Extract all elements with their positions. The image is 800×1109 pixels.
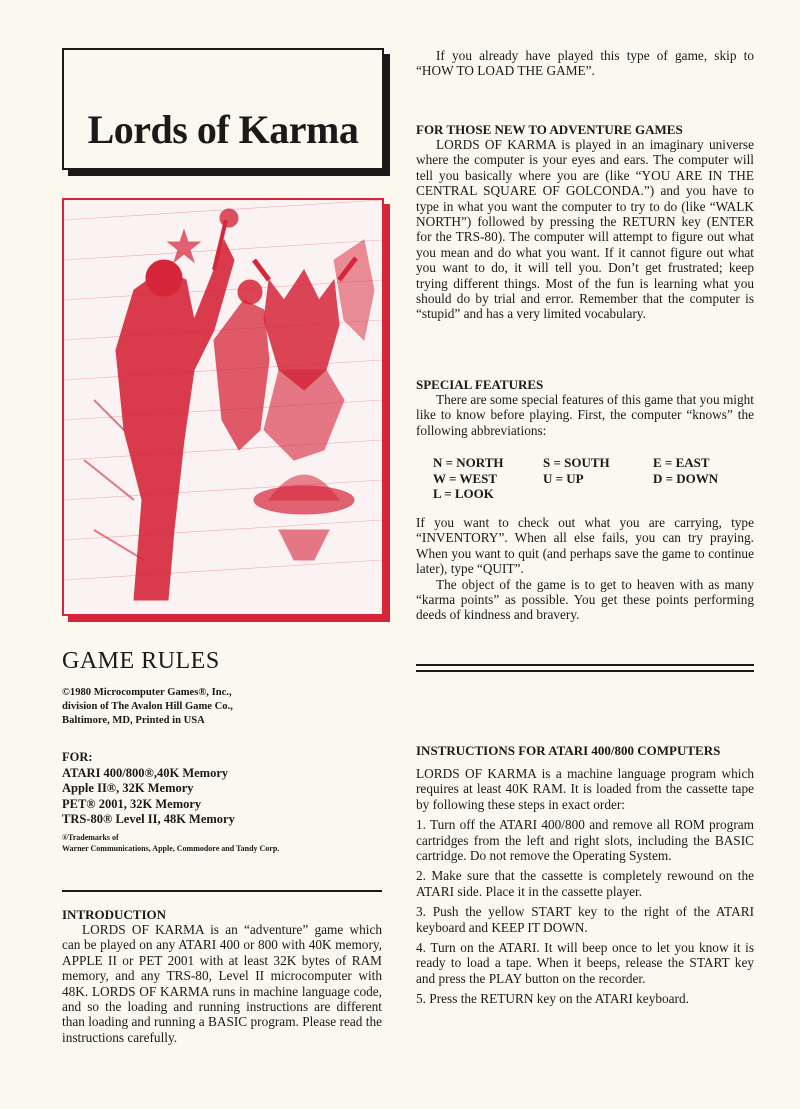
special-features-body: There are some special features of this game that you might like to know before playing. First, the computer “knows” the following abbreviations: bbox=[416, 392, 754, 438]
special-features-heading: SPECIAL FEATURES bbox=[416, 377, 544, 392]
abbreviation-row bbox=[433, 471, 718, 487]
trademark-note: ®Trademarks of bbox=[62, 832, 119, 842]
atari-intro: LORDS OF KARMA is a machine language program which requires at least 40K RAM. It is loaded from the cassette tape by following these steps in exact order: bbox=[416, 766, 754, 812]
object-body: The object of the game is to get to heaven with as many “karma points” as possible. You get these points performing deeds of kindness and bravery. bbox=[416, 576, 754, 623]
skip-note: If you already have played this type of game, skip to “HOW TO LOAD THE GAME”. bbox=[416, 48, 754, 79]
abbreviation-row bbox=[433, 455, 718, 471]
atari-step: 1. Turn off the ATARI 400/800 and remove all ROM program cartridges from the left and right slots, including the BASIC cartridge. Do not remove the Operating System. bbox=[416, 817, 754, 864]
introduction-section bbox=[62, 907, 382, 1045]
title-box bbox=[62, 48, 384, 170]
introduction-body: LORDS OF KARMA is an “adventure” game which can be played on any ATARI 400 or 800 with 40K memory, APPLE II or PET 2001 with at least 32K bytes of RAM memory, and any TRS-80, Level II microcomputer with 48K. LORDS OF KARMA runs in machine language code, and so the loading and running instructions are different than loading and running a BASIC program. Please read the instructions carefully. bbox=[62, 922, 382, 1045]
commands-section bbox=[416, 515, 754, 623]
atari-step: 2. Make sure that the cassette is completely rewound on the ATARI side. Place it in the cassette player. bbox=[416, 868, 754, 899]
requirement-item: TRS-80® Level II, 48K Memory bbox=[62, 812, 235, 827]
figures-before-demon-illustration bbox=[64, 200, 382, 614]
copyright-line: Baltimore, MD, Printed in USA bbox=[62, 715, 205, 726]
atari-step: 5. Press the RETURN key on the ATARI keyboard. bbox=[416, 991, 689, 1007]
atari-step: 4. Turn on the ATARI. It will beep once to let you know it is ready to load a tape. When it beeps, release the START key and press the PLAY button on the recorder. bbox=[416, 940, 754, 986]
copyright-block bbox=[62, 686, 233, 728]
copyright-line: ©1980 Microcomputer Games®, Inc., bbox=[62, 687, 232, 698]
abbreviation-cell: S = SOUTH bbox=[543, 455, 610, 470]
divider bbox=[416, 670, 754, 672]
divider bbox=[416, 664, 754, 666]
new-to-adventure-body: LORDS OF KARMA is played in an imaginary universe where the computer is your eyes and ears. The computer will tell you basically where you are (like “YOU ARE IN THE CENTRAL SQUARE OF GOLCONDA.”) and you have to type in what you want the computer to try to do (like “WALK NORTH”) followed by pressing the RETURN key (ENTER for the TRS-80). The computer will attempt to figure out what you mean and do what you want. If it cannot figure out what you want to do, it will tell you. Don’t get frustrated; keep trying different things. Most of the fun is learning what you should do by trial and error. Remember that the computer is “stupid” and has a very limited vocabulary. bbox=[416, 137, 754, 322]
skip-note-section bbox=[416, 48, 754, 79]
trademark-note: Warner Communications, Apple, Commodore and Tandy Corp. bbox=[62, 843, 280, 853]
divider bbox=[62, 890, 382, 892]
abbreviation-cell: N = NORTH bbox=[433, 455, 504, 470]
for-heading: FOR: bbox=[62, 750, 93, 764]
game-rules-heading: GAME RULES bbox=[62, 648, 220, 674]
atari-heading: INSTRUCTIONS FOR ATARI 400/800 COMPUTERS bbox=[416, 743, 721, 758]
system-requirements bbox=[62, 750, 279, 854]
requirement-item: Apple II®, 32K Memory bbox=[62, 781, 194, 796]
abbreviation-cell: W = WEST bbox=[433, 470, 498, 486]
introduction-heading: INTRODUCTION bbox=[62, 907, 167, 922]
atari-instructions-section bbox=[416, 743, 754, 1012]
game-title: Lords of Karma bbox=[87, 107, 359, 152]
special-features-section bbox=[416, 377, 754, 438]
abbreviations-table bbox=[433, 455, 718, 502]
abbreviation-cell: D = DOWN bbox=[653, 470, 719, 486]
abbreviation-cell: L = LOOK bbox=[433, 486, 494, 501]
abbreviation-cell: E = EAST bbox=[653, 455, 710, 470]
abbreviation-row bbox=[433, 486, 718, 502]
atari-step: 3. Push the yellow START key to the right of the ATARI keyboard and KEEP IT DOWN. bbox=[416, 904, 754, 935]
cover-illustration bbox=[62, 198, 384, 616]
abbreviation-cell bbox=[653, 486, 718, 502]
new-to-adventure-heading: FOR THOSE NEW TO ADVENTURE GAMES bbox=[416, 122, 683, 137]
abbreviation-cell bbox=[543, 486, 653, 502]
abbreviation-cell: U = UP bbox=[543, 470, 584, 486]
commands-body: If you want to check out what you are carrying, type “INVENTORY”. When all else fails, you can try praying. When you want to quit (and perhaps save the game to continue later), type “QUIT”. bbox=[416, 515, 754, 577]
requirement-item: PET® 2001, 32K Memory bbox=[62, 796, 202, 811]
requirement-item: ATARI 400/800®,40K Memory bbox=[62, 765, 229, 780]
copyright-line: division of The Avalon Hill Game Co., bbox=[62, 701, 233, 712]
new-to-adventure-section bbox=[416, 122, 754, 322]
